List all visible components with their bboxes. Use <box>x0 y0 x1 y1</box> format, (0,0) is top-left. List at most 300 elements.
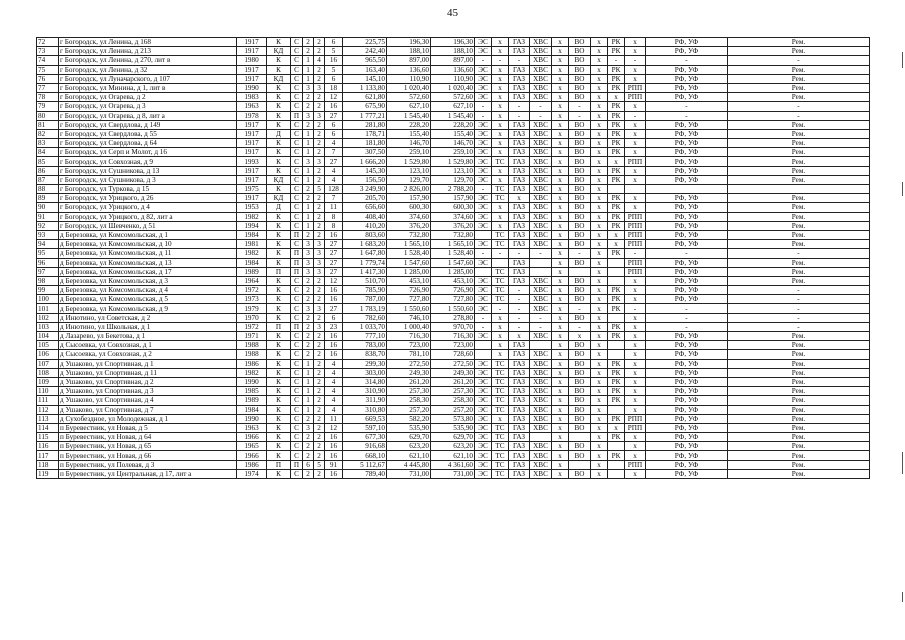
heating-cell: ТС <box>492 286 509 295</box>
facade-cell: - <box>646 313 728 322</box>
apartments-cell: 27 <box>325 267 343 276</box>
table-row <box>37 332 870 341</box>
wall-cell: С <box>291 221 303 230</box>
apartments-cell: 27 <box>325 111 343 120</box>
entrances-cell: 2 <box>314 387 325 396</box>
total-area-cell: 1 133,80 <box>343 83 387 92</box>
gas-cell: ГАЗ <box>509 377 530 386</box>
hot-water-cell: х <box>552 240 569 249</box>
hot-water-cell: х <box>552 276 569 285</box>
hot-water-cell: х <box>552 267 569 276</box>
total-area-cell: 621,80 <box>343 93 387 102</box>
other-cell: х <box>591 460 608 469</box>
electricity-cell: ЭС <box>475 83 492 92</box>
address-cell: г Богородск, ул Свердлова, д 64 <box>59 139 237 148</box>
residential-area-cell: 1 285,00 <box>431 267 475 276</box>
other-cell: х <box>591 341 608 350</box>
sewerage-cell: ВО <box>569 377 591 386</box>
row-number-cell: 76 <box>37 74 59 83</box>
entrances-cell: 3 <box>314 258 325 267</box>
facade-cell: РФ, УФ <box>646 433 728 442</box>
apartments-cell: 4 <box>325 166 343 175</box>
row-number-cell: 100 <box>37 295 59 304</box>
page-number: 45 <box>447 7 458 19</box>
heating-cell: ТС <box>492 405 509 414</box>
repair-cell: Рем. <box>728 65 870 74</box>
sewerage-cell: ВО <box>569 56 591 65</box>
floors-cell: 2 <box>303 194 314 203</box>
table-row <box>37 148 870 157</box>
rpp-cell: х <box>625 74 646 83</box>
total-area-cell: 668,10 <box>343 451 387 460</box>
apartments-cell: 16 <box>325 350 343 359</box>
hot-water-cell: х <box>552 212 569 221</box>
address-cell: д Ушаково, ул Спортивная, д 4 <box>59 396 237 405</box>
facade-cell: РФ, УФ <box>646 120 728 129</box>
heating-cell: ТС <box>492 157 509 166</box>
sewerage-cell: ВО <box>569 295 591 304</box>
total-area-cell: 782,60 <box>343 313 387 322</box>
facade-cell: - <box>646 304 728 313</box>
apartments-cell: 7 <box>325 148 343 157</box>
table-row <box>37 295 870 304</box>
other-cell: х <box>591 332 608 341</box>
address-cell: г Богородск, ул Урицкого, д 4 <box>59 203 237 212</box>
roof-repair-cell: РК <box>608 74 625 83</box>
entrances-cell: 3 <box>314 83 325 92</box>
hot-water-cell: х <box>552 460 569 469</box>
cold-water-cell: ХВС <box>530 74 552 83</box>
roof-repair-cell: РК <box>608 368 625 377</box>
heating-cell: х <box>492 322 509 331</box>
entrances-cell: 2 <box>314 341 325 350</box>
sewerage-cell: ВО <box>569 258 591 267</box>
other-cell: х <box>591 249 608 258</box>
year-cell: 1917 <box>237 74 267 83</box>
wall-cell: С <box>291 166 303 175</box>
total-area-cell: 1 417,30 <box>343 267 387 276</box>
living-area-cell: 1 020,40 <box>387 83 431 92</box>
row-number-cell: 81 <box>37 120 59 129</box>
electricity-cell: - <box>475 185 492 194</box>
facade-cell: - <box>646 56 728 65</box>
residential-area-cell: 110,90 <box>431 74 475 83</box>
living-area-cell: 249,30 <box>387 368 431 377</box>
floors-cell: 2 <box>303 350 314 359</box>
residential-area-cell: 621,10 <box>431 451 475 460</box>
other-cell: х <box>591 414 608 423</box>
living-area-cell: 188,10 <box>387 47 431 56</box>
electricity-cell: ЭС <box>475 405 492 414</box>
roof-repair-cell: РК <box>608 387 625 396</box>
residential-area-cell: 1 550,60 <box>431 304 475 313</box>
address-cell: г Богородск, ул Урицкого, д 26 <box>59 194 237 203</box>
other-cell: х <box>591 295 608 304</box>
rpp-cell: х <box>625 295 646 304</box>
facade-cell: РФ, УФ <box>646 83 728 92</box>
year-cell: 1990 <box>237 83 267 92</box>
facade-cell: РФ, УФ <box>646 341 728 350</box>
table-row <box>37 350 870 359</box>
address-cell: г Богородск, ул Ленина, д 270, лит в <box>59 56 237 65</box>
heating-cell: х <box>492 120 509 129</box>
material-cell: К <box>267 258 291 267</box>
electricity-cell: ЭС <box>475 396 492 405</box>
apartments-cell: 5 <box>325 47 343 56</box>
rpp-cell: РПП <box>625 93 646 102</box>
wall-cell: С <box>291 451 303 460</box>
year-cell: 1963 <box>237 423 267 432</box>
gas-cell: ГАЗ <box>509 433 530 442</box>
material-cell: К <box>267 120 291 129</box>
year-cell: 1917 <box>237 65 267 74</box>
residential-area-cell: 123,10 <box>431 166 475 175</box>
roof-repair-cell: РК <box>608 295 625 304</box>
total-area-cell: 225,75 <box>343 38 387 47</box>
wall-cell: С <box>291 65 303 74</box>
apartments-cell: 4 <box>325 139 343 148</box>
entrances-cell: 2 <box>314 139 325 148</box>
electricity-cell: - <box>475 56 492 65</box>
floors-cell: 2 <box>303 442 314 451</box>
roof-repair-cell: РК <box>608 47 625 56</box>
apartments-cell: 27 <box>325 258 343 267</box>
electricity-cell: ЭС <box>475 304 492 313</box>
gas-cell: ГАЗ <box>509 65 530 74</box>
total-area-cell: 510,70 <box>343 276 387 285</box>
electricity-cell: ЭС <box>475 157 492 166</box>
other-cell: х <box>591 185 608 194</box>
total-area-cell: 783,00 <box>343 341 387 350</box>
year-cell: 1974 <box>237 469 267 478</box>
entrances-cell: 2 <box>314 194 325 203</box>
facade-cell: РФ, УФ <box>646 221 728 230</box>
rpp-cell: х <box>625 332 646 341</box>
table-row <box>37 313 870 322</box>
hot-water-cell: х <box>552 442 569 451</box>
other-cell: х <box>591 230 608 239</box>
entrances-cell: 2 <box>314 396 325 405</box>
living-area-cell: 1 550,60 <box>387 304 431 313</box>
floors-cell: 2 <box>303 38 314 47</box>
hot-water-cell: х <box>552 230 569 239</box>
facade-cell: - <box>646 102 728 111</box>
repair-cell: - <box>728 102 870 111</box>
address-cell: д Ушаково, ул Спортивная, д 2 <box>59 377 237 386</box>
row-number-cell: 94 <box>37 240 59 249</box>
wall-cell: С <box>291 102 303 111</box>
wall-cell: С <box>291 129 303 138</box>
year-cell: 1917 <box>237 166 267 175</box>
roof-repair-cell: РК <box>608 65 625 74</box>
living-area-cell: 257,20 <box>387 405 431 414</box>
facade-cell: РФ, УФ <box>646 442 728 451</box>
floors-cell: 2 <box>303 295 314 304</box>
apartments-cell: 4 <box>325 405 343 414</box>
material-cell: П <box>267 267 291 276</box>
total-area-cell: 1 777,21 <box>343 111 387 120</box>
entrances-cell: 2 <box>314 230 325 239</box>
entrances-cell: 2 <box>314 276 325 285</box>
gas-cell: ГАЗ <box>509 460 530 469</box>
apartments-cell: 4 <box>325 377 343 386</box>
entrances-cell: 2 <box>314 377 325 386</box>
total-area-cell: 669,53 <box>343 414 387 423</box>
cold-water-cell: ХВС <box>530 276 552 285</box>
entrances-cell: 2 <box>314 451 325 460</box>
address-cell: г Богородск, ул Свердлова, д 149 <box>59 120 237 129</box>
living-area-cell: 781,10 <box>387 350 431 359</box>
facade-cell: РФ, УФ <box>646 175 728 184</box>
residential-area-cell: 727,80 <box>431 295 475 304</box>
other-cell: х <box>591 93 608 102</box>
repair-cell: - <box>728 111 870 120</box>
gas-cell: ГАЗ <box>509 83 530 92</box>
address-cell: г Богородск, ул Минина, д 1, лит в <box>59 83 237 92</box>
year-cell: 1917 <box>237 120 267 129</box>
gas-cell: ГАЗ <box>509 405 530 414</box>
residential-area-cell: 2 788,20 <box>431 185 475 194</box>
cold-water-cell: ХВС <box>530 359 552 368</box>
material-cell: К <box>267 387 291 396</box>
material-cell: КД <box>267 74 291 83</box>
year-cell: 1989 <box>237 396 267 405</box>
sewerage-cell <box>569 267 591 276</box>
residential-area-cell: 374,60 <box>431 212 475 221</box>
roof-repair-cell: РК <box>608 221 625 230</box>
living-area-cell: 4 445,80 <box>387 460 431 469</box>
repair-cell: Рем. <box>728 267 870 276</box>
gas-cell: ГАЗ <box>509 148 530 157</box>
repair-cell: Рем. <box>728 93 870 102</box>
gas-cell: - <box>509 249 530 258</box>
repair-cell: Рем. <box>728 129 870 138</box>
hot-water-cell: х <box>552 295 569 304</box>
address-cell: г Богородск, ул Серп и Молот, д 16 <box>59 148 237 157</box>
floors-cell: 1 <box>303 212 314 221</box>
sewerage-cell: - <box>569 102 591 111</box>
material-cell: КД <box>267 47 291 56</box>
table-row <box>37 341 870 350</box>
living-area-cell: 732,80 <box>387 230 431 239</box>
residential-area-cell: 272,50 <box>431 359 475 368</box>
wall-cell: С <box>291 83 303 92</box>
material-cell: К <box>267 414 291 423</box>
total-area-cell: 410,20 <box>343 221 387 230</box>
gas-cell: ГАЗ <box>509 396 530 405</box>
entrances-cell: 3 <box>314 111 325 120</box>
apartments-cell: 4 <box>325 368 343 377</box>
living-area-cell: 453,10 <box>387 276 431 285</box>
scan-edge-mark <box>902 592 903 602</box>
roof-repair-cell: РК <box>608 175 625 184</box>
table-row <box>37 368 870 377</box>
roof-repair-cell: РК <box>608 102 625 111</box>
hot-water-cell: х <box>552 102 569 111</box>
living-area-cell: 123,10 <box>387 166 431 175</box>
hot-water-cell: х <box>552 249 569 258</box>
rpp-cell: х <box>625 148 646 157</box>
entrances-cell: 2 <box>314 203 325 212</box>
wall-cell: С <box>291 93 303 102</box>
apartments-cell: 8 <box>325 221 343 230</box>
material-cell: К <box>267 230 291 239</box>
year-cell: 1975 <box>237 185 267 194</box>
wall-cell: С <box>291 313 303 322</box>
floors-cell: 2 <box>303 102 314 111</box>
total-area-cell: 1 779,74 <box>343 258 387 267</box>
total-area-cell: 656,60 <box>343 203 387 212</box>
repair-cell: Рем. <box>728 212 870 221</box>
floors-cell: 1 <box>303 221 314 230</box>
entrances-cell: 3 <box>314 322 325 331</box>
cold-water-cell: - <box>530 322 552 331</box>
heating-cell: х <box>492 166 509 175</box>
gas-cell: ГАЗ <box>509 442 530 451</box>
wall-cell: С <box>291 139 303 148</box>
electricity-cell: ЭС <box>475 221 492 230</box>
apartments-cell: 4 <box>325 387 343 396</box>
heating-cell: ТС <box>492 368 509 377</box>
address-cell: г Богородск, ул Сушникова, д 3 <box>59 175 237 184</box>
material-cell: КД <box>267 175 291 184</box>
floors-cell: 3 <box>303 157 314 166</box>
cold-water-cell: ХВС <box>530 166 552 175</box>
hot-water-cell: х <box>552 377 569 386</box>
address-cell: д Березовка, ул Комсомольская, д 5 <box>59 295 237 304</box>
entrances-cell: 2 <box>314 65 325 74</box>
address-cell: г Богородск, ул Луначарского, д 107 <box>59 74 237 83</box>
entrances-cell: 3 <box>314 157 325 166</box>
year-cell: 1982 <box>237 212 267 221</box>
hot-water-cell: х <box>552 221 569 230</box>
material-cell: К <box>267 240 291 249</box>
living-area-cell: 376,20 <box>387 221 431 230</box>
facade-cell: РФ, УФ <box>646 129 728 138</box>
repair-cell: Рем. <box>728 332 870 341</box>
gas-cell: - <box>509 313 530 322</box>
other-cell: х <box>591 74 608 83</box>
cold-water-cell: ХВС <box>530 139 552 148</box>
cold-water-cell: ХВС <box>530 332 552 341</box>
row-number-cell: 74 <box>37 56 59 65</box>
repair-cell: Рем. <box>728 240 870 249</box>
gas-cell: ГАЗ <box>509 423 530 432</box>
table-row <box>37 249 870 258</box>
roof-repair-cell: РК <box>608 194 625 203</box>
living-area-cell: 129,70 <box>387 175 431 184</box>
wall-cell: С <box>291 212 303 221</box>
table-body <box>37 38 870 479</box>
heating-cell: - <box>492 56 509 65</box>
hot-water-cell: х <box>552 433 569 442</box>
year-cell: 1917 <box>237 139 267 148</box>
other-cell: х <box>591 120 608 129</box>
table-row <box>37 451 870 460</box>
other-cell: х <box>591 221 608 230</box>
row-number-cell: 104 <box>37 332 59 341</box>
floors-cell: 3 <box>303 249 314 258</box>
electricity-cell <box>475 267 492 276</box>
material-cell: К <box>267 157 291 166</box>
row-number-cell: 99 <box>37 286 59 295</box>
other-cell: х <box>591 56 608 65</box>
rpp-cell: х <box>625 350 646 359</box>
other-cell: х <box>591 442 608 451</box>
repair-cell: - <box>728 56 870 65</box>
material-cell: П <box>267 460 291 469</box>
living-area-cell: 272,50 <box>387 359 431 368</box>
material-cell: К <box>267 185 291 194</box>
gas-cell: ГАЗ <box>509 185 530 194</box>
residential-area-cell: 716,30 <box>431 332 475 341</box>
cold-water-cell: ХВС <box>530 56 552 65</box>
floors-cell: 2 <box>303 313 314 322</box>
sewerage-cell: х <box>569 332 591 341</box>
table-row <box>37 47 870 56</box>
living-area-cell: 582,20 <box>387 414 431 423</box>
row-number-cell: 84 <box>37 148 59 157</box>
year-cell: 1984 <box>237 405 267 414</box>
apartments-cell: 27 <box>325 249 343 258</box>
apartments-cell: 128 <box>325 185 343 194</box>
electricity-cell: ЭС <box>475 442 492 451</box>
living-area-cell: 897,00 <box>387 56 431 65</box>
repair-cell: Рем. <box>728 460 870 469</box>
gas-cell: х <box>509 194 530 203</box>
gas-cell: ГАЗ <box>509 350 530 359</box>
row-number-cell: 115 <box>37 433 59 442</box>
heating-cell: х <box>492 38 509 47</box>
heating-cell: х <box>492 111 509 120</box>
rpp-cell: х <box>625 451 646 460</box>
other-cell: х <box>591 387 608 396</box>
electricity-cell <box>475 341 492 350</box>
rpp-cell: х <box>625 38 646 47</box>
entrances-cell: 5 <box>314 185 325 194</box>
wall-cell: С <box>291 368 303 377</box>
floors-cell: 3 <box>303 267 314 276</box>
electricity-cell: ЭС <box>475 460 492 469</box>
apartments-cell: 12 <box>325 93 343 102</box>
address-cell: д Березовка, ул Комсомольская, д 11 <box>59 249 237 258</box>
rpp-cell: РПП <box>625 267 646 276</box>
repair-cell: Рем. <box>728 368 870 377</box>
living-area-cell: 155,40 <box>387 129 431 138</box>
living-area-cell: 1 547,60 <box>387 258 431 267</box>
gas-cell: ГАЗ <box>509 267 530 276</box>
address-cell: г Богородск, ул Ленина, д 213 <box>59 47 237 56</box>
repair-cell: - <box>728 313 870 322</box>
electricity-cell: ЭС <box>475 258 492 267</box>
rpp-cell: х <box>625 175 646 184</box>
cold-water-cell: ХВС <box>530 423 552 432</box>
other-cell: х <box>591 377 608 386</box>
row-number-cell: 90 <box>37 203 59 212</box>
sewerage-cell: ВО <box>569 120 591 129</box>
sewerage-cell: ВО <box>569 230 591 239</box>
cold-water-cell: ХВС <box>530 405 552 414</box>
electricity-cell: ЭС <box>475 212 492 221</box>
apartments-cell: 16 <box>325 469 343 478</box>
entrances-cell: 2 <box>314 212 325 221</box>
other-cell: х <box>591 240 608 249</box>
total-area-cell: 311,90 <box>343 396 387 405</box>
cold-water-cell: ХВС <box>530 185 552 194</box>
wall-cell: С <box>291 414 303 423</box>
other-cell: х <box>591 350 608 359</box>
electricity-cell: ЭС <box>475 451 492 460</box>
